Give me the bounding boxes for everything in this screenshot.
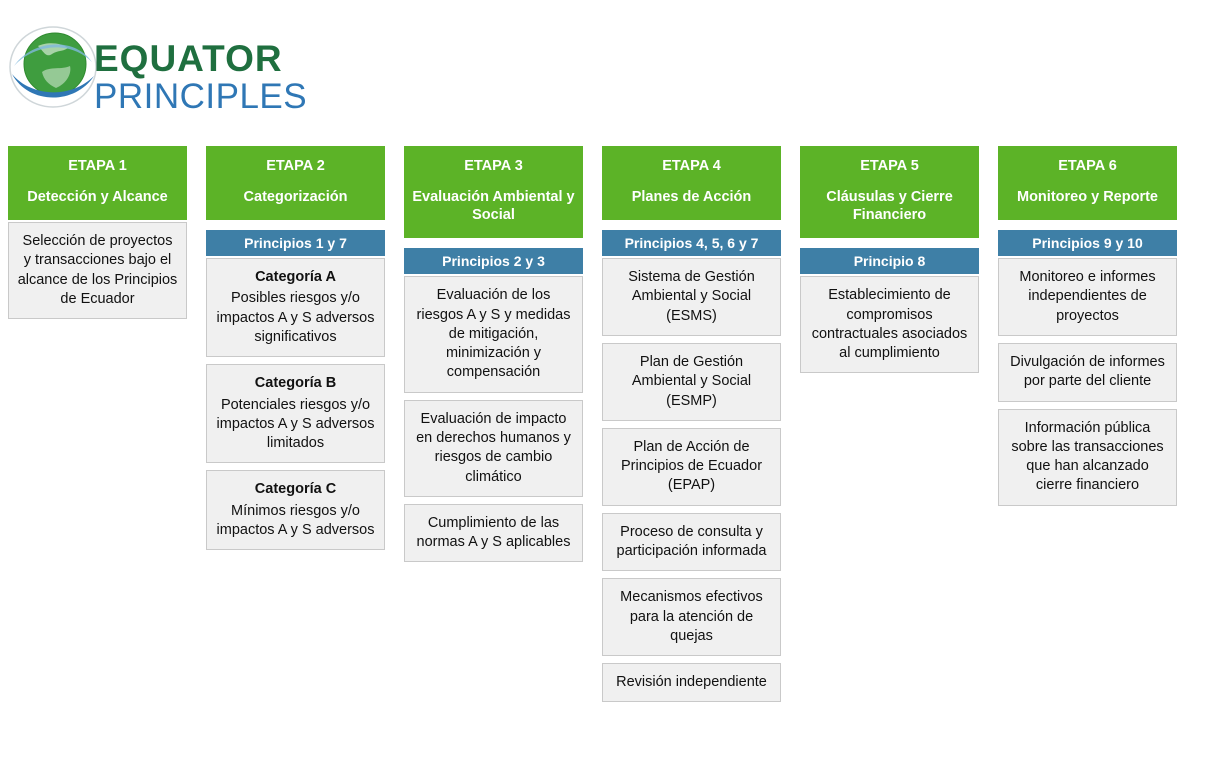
stage-column-3 bbox=[404, 146, 583, 562]
stage-3-card-1 bbox=[404, 276, 583, 392]
stage-6-card-2-text: Divulgación de informes por parte del cliente bbox=[1010, 353, 1165, 390]
stage-header-2 bbox=[206, 146, 385, 220]
stage-column-1 bbox=[8, 146, 187, 319]
stage-header-4 bbox=[602, 146, 781, 220]
stage-4-card-1-text: Sistema de Gestión Ambiental y Social (ESMS) bbox=[628, 269, 755, 324]
stage-2-card-1-title: Categoría A bbox=[255, 269, 336, 286]
stage-6-card-1-text: Monitoreo e informes independientes de proyectos bbox=[1019, 269, 1156, 324]
stage-column-5 bbox=[800, 146, 979, 373]
stage-number-4: ETAPA 4 bbox=[662, 158, 721, 174]
stage-2-card-2 bbox=[206, 364, 385, 463]
stage-2-card-1-text: Posibles riesgos y/o impactos A y S adversos significativos bbox=[216, 290, 375, 345]
stage-1-card-1 bbox=[8, 222, 187, 319]
stage-column-4 bbox=[602, 146, 781, 702]
stage-header-5 bbox=[800, 146, 979, 238]
stage-number-3: ETAPA 3 bbox=[464, 158, 523, 174]
stage-4-card-1 bbox=[602, 258, 781, 336]
stage-4-card-6-text: Revisión independiente bbox=[616, 674, 767, 691]
stage-4-card-3-text: Plan de Acción de Principios de Ecuador (EPAP) bbox=[620, 438, 763, 494]
logo-line-1: EQUATOR bbox=[94, 38, 283, 79]
globe-icon bbox=[8, 22, 98, 112]
stage-4-card-2 bbox=[602, 343, 781, 421]
stages-container bbox=[8, 146, 1219, 702]
stage-number-6: ETAPA 6 bbox=[1058, 158, 1117, 174]
stage-2-card-1 bbox=[206, 258, 385, 357]
stage-title-4: Planes de Acción bbox=[631, 189, 752, 205]
stage-3-card-2-text: Evaluación de impacto en derechos humanos y riesgos de cambio climático bbox=[416, 410, 571, 485]
stage-2-card-3-text: Mínimos riesgos y/o impactos A y S adversos bbox=[216, 502, 375, 538]
stage-column-6 bbox=[998, 146, 1177, 506]
stage-header-3 bbox=[404, 146, 583, 238]
stage-4-card-3 bbox=[602, 428, 781, 506]
stage-6-card-3 bbox=[998, 409, 1177, 506]
stage-title-6: Monitoreo y Reporte bbox=[1017, 189, 1158, 205]
stage-4-card-6 bbox=[602, 663, 781, 702]
stage-2-card-3 bbox=[206, 470, 385, 550]
stage-5-card-1 bbox=[800, 276, 979, 373]
stage-1-card-1-text: Selección de proyectos y transacciones bajo el alcance de los Principios de Ecuador bbox=[17, 233, 178, 307]
stage-4-card-4-text: Proceso de consulta y participación informada bbox=[616, 523, 767, 559]
principles-bar-2: Principios 1 y 7 bbox=[206, 230, 385, 256]
stage-4-card-2-text: Plan de Gestión Ambiental y Social (ESMP) bbox=[631, 353, 752, 409]
stage-title-1: Detección y Alcance bbox=[27, 189, 168, 205]
stage-4-card-4 bbox=[602, 513, 781, 572]
stage-6-card-3-text: Información pública sobre las transacciones que han alcanzado cierre financiero bbox=[1011, 419, 1164, 494]
stage-2-card-2-text: Potenciales riesgos y/o impactos A y S adversos limitados bbox=[216, 396, 375, 452]
logo bbox=[8, 22, 308, 122]
stage-number-5: ETAPA 5 bbox=[860, 158, 919, 174]
stage-6-card-1 bbox=[998, 258, 1177, 336]
stage-3-card-3 bbox=[404, 504, 583, 563]
stage-header-1 bbox=[8, 146, 187, 220]
stage-4-card-5-text: Mecanismos efectivos para la atención de quejas bbox=[620, 589, 763, 644]
stage-4-card-5 bbox=[602, 578, 781, 656]
stage-5-card-1-text: Establecimiento de compromisos contractuales asociados al cumplimiento bbox=[811, 287, 968, 362]
stage-column-2 bbox=[206, 146, 385, 550]
stage-number-1: ETAPA 1 bbox=[68, 158, 127, 174]
logo-line-2: PRINCIPLES bbox=[94, 77, 308, 116]
stage-header-6 bbox=[998, 146, 1177, 220]
principles-bar-5: Principio 8 bbox=[800, 248, 979, 274]
principles-bar-3: Principios 2 y 3 bbox=[404, 248, 583, 274]
stage-3-card-3-text: Cumplimiento de las normas A y S aplicables bbox=[416, 514, 571, 551]
stage-2-card-3-title: Categoría C bbox=[254, 481, 337, 498]
stage-title-3: Evaluación Ambiental y Social bbox=[412, 189, 575, 224]
stage-6-card-2 bbox=[998, 343, 1177, 402]
stage-2-card-2-title: Categoría B bbox=[254, 375, 337, 392]
logo-wordmark bbox=[94, 40, 307, 114]
stage-title-5: Cláusulas y Cierre Financiero bbox=[826, 189, 953, 224]
stage-title-2: Categorización bbox=[243, 189, 348, 205]
principles-bar-6: Principios 9 y 10 bbox=[998, 230, 1177, 256]
stage-3-card-2 bbox=[404, 400, 583, 497]
principles-bar-4: Principios 4, 5, 6 y 7 bbox=[602, 230, 781, 256]
stage-3-card-1-text: Evaluación de los riesgos A y S y medidas de mitigación, minimización y compensación bbox=[416, 287, 571, 381]
stage-number-2: ETAPA 2 bbox=[266, 158, 325, 174]
